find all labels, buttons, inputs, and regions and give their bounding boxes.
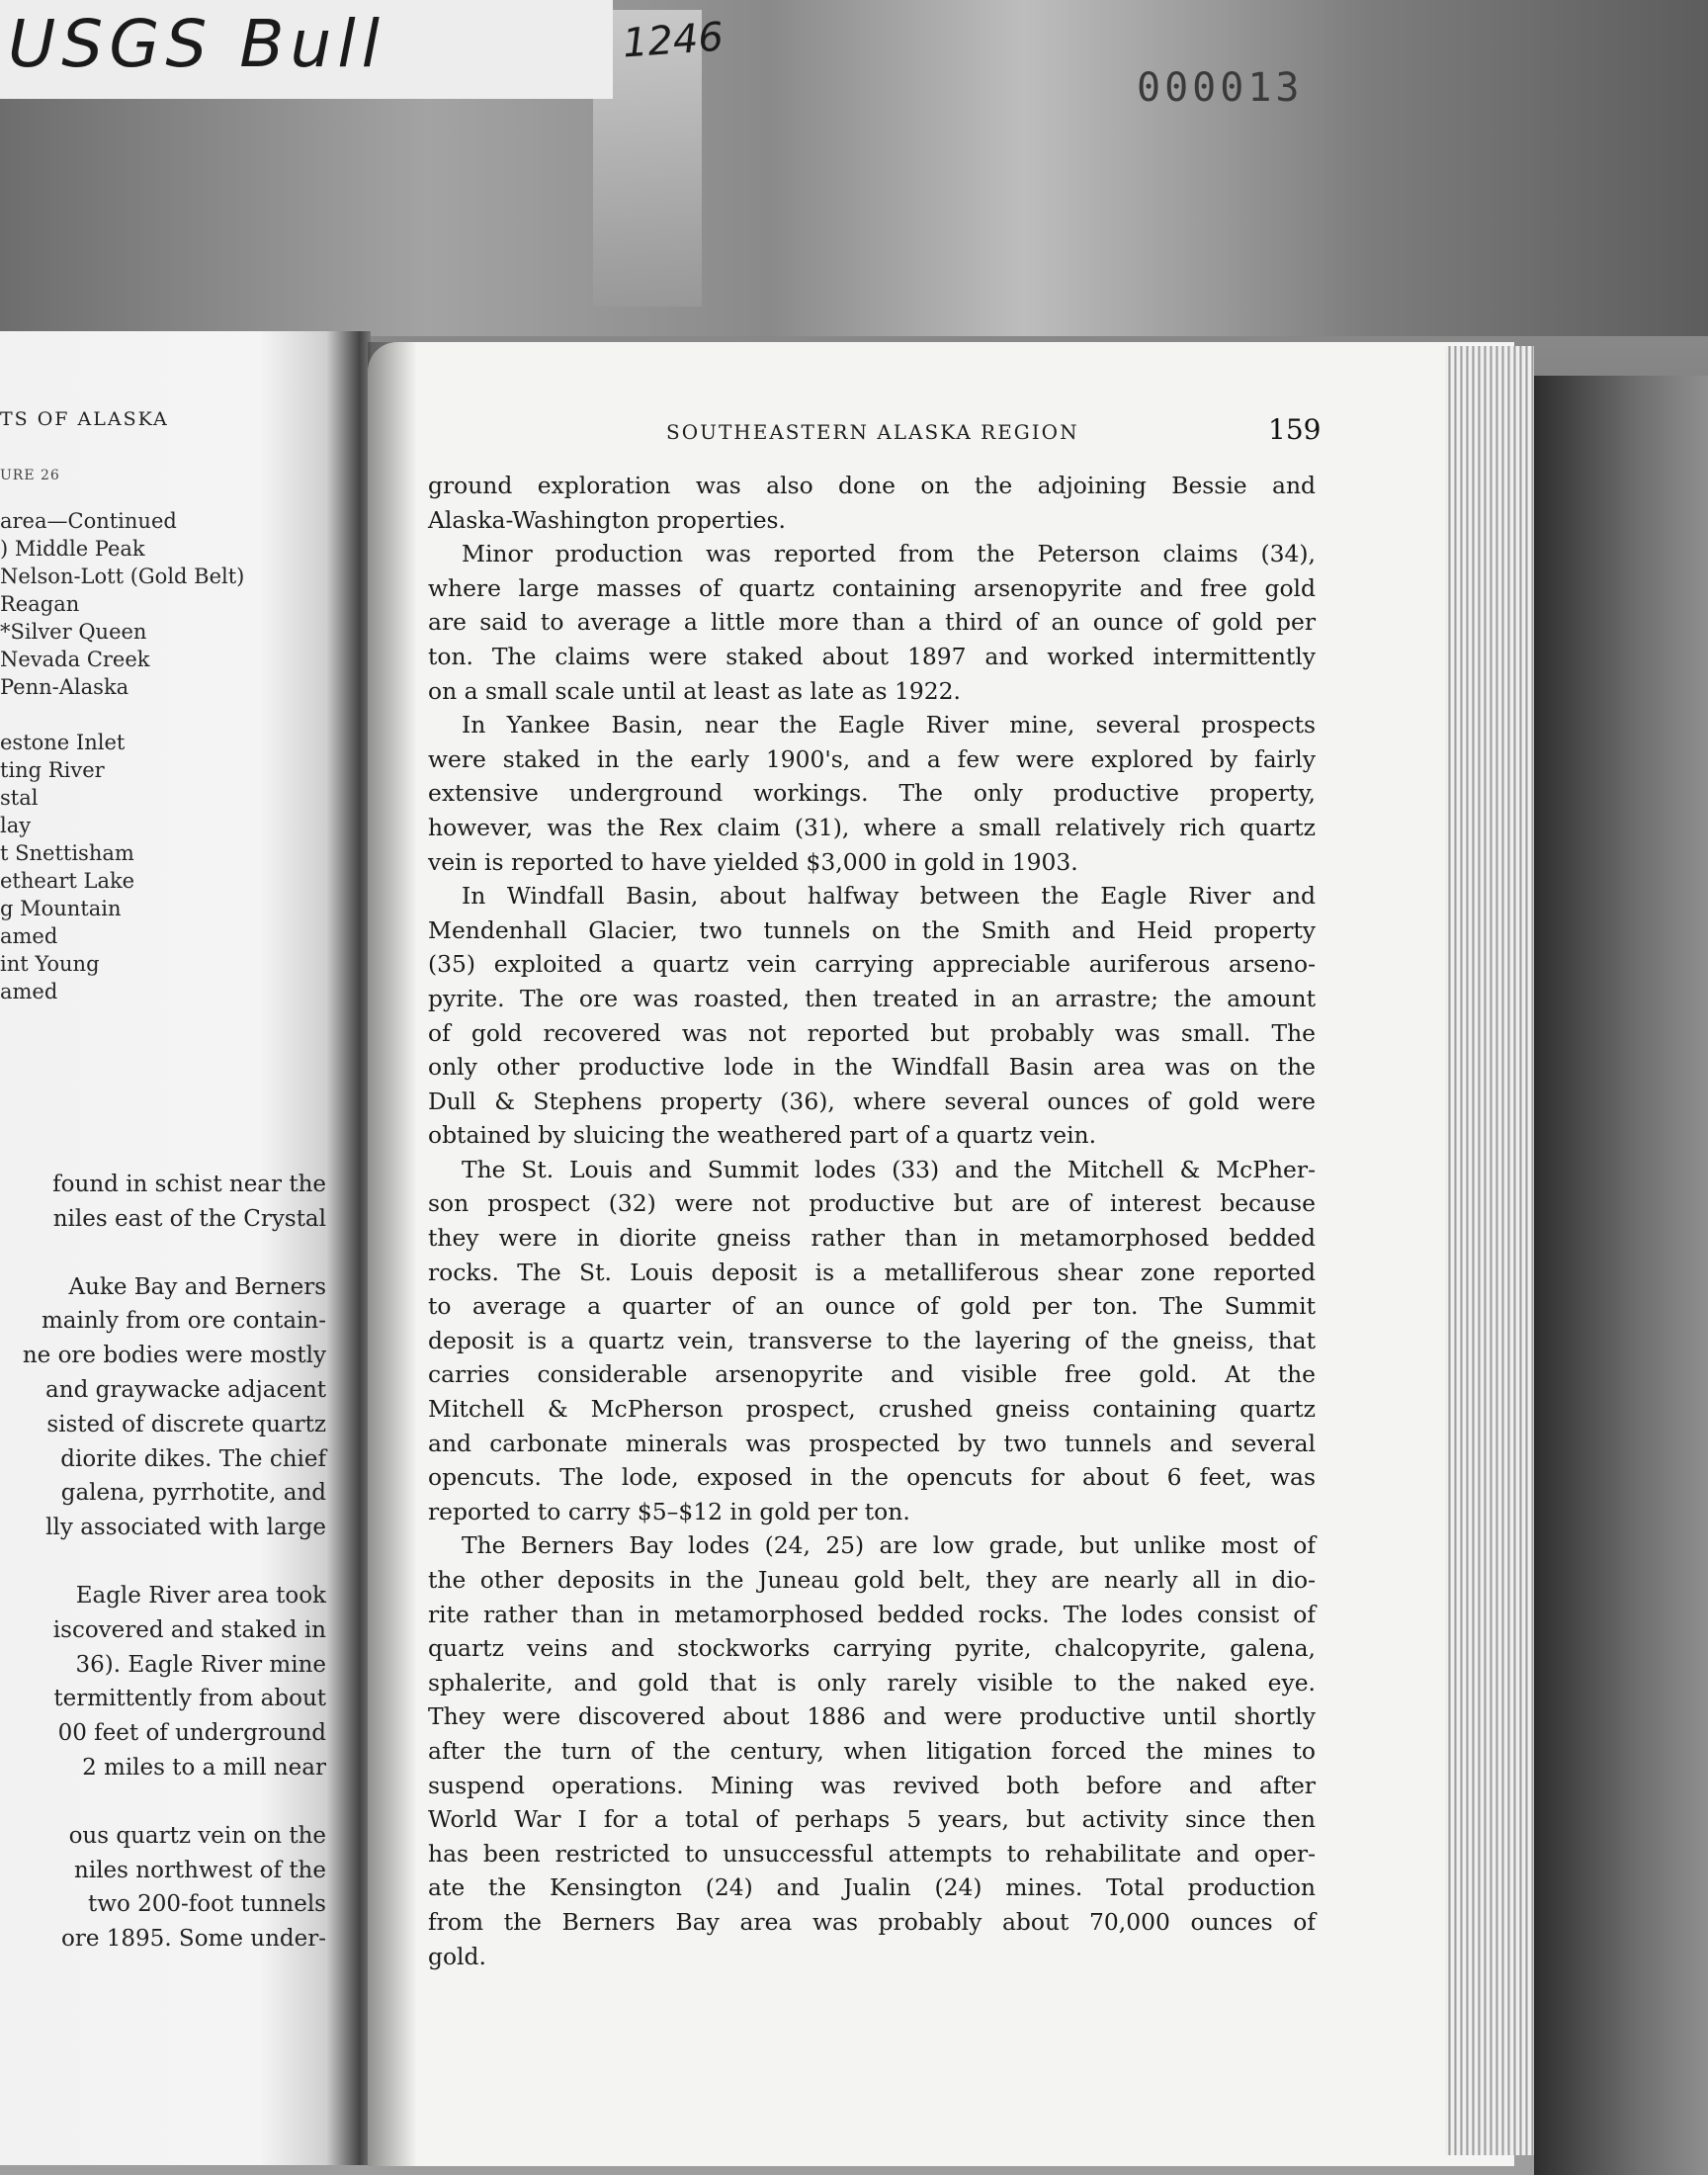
body-line: pyrite. The ore was roasted, then treated in an arrastre; the amount bbox=[428, 984, 1316, 1012]
body-paragraph bbox=[428, 879, 1316, 1153]
right-page-shadow bbox=[1534, 376, 1708, 2175]
left-list-item: lay bbox=[0, 814, 32, 837]
page-number: 159 bbox=[1268, 413, 1322, 446]
page-edges bbox=[1445, 346, 1534, 2155]
left-list-item: amed bbox=[0, 924, 58, 948]
body-line: son prospect (32) were not productive but are of interest because bbox=[428, 1189, 1316, 1218]
body-line: obtained by sluicing the weathered part of a quartz vein. bbox=[428, 1121, 1097, 1150]
body-line: from the Berners Bay area was probably about 70,000 ounces of bbox=[428, 1907, 1316, 1936]
left-list bbox=[0, 507, 244, 1005]
left-list-item: stal bbox=[0, 786, 39, 810]
body-line: Minor production was reported from the Peterson claims (34), bbox=[462, 540, 1316, 568]
body-line: In Yankee Basin, near the Eagle River mine, several prospects bbox=[462, 711, 1316, 740]
body-paragraph bbox=[428, 469, 1316, 537]
body-line: of gold recovered was not reported but probably was small. The bbox=[428, 1018, 1316, 1047]
left-list-item: amed bbox=[0, 980, 58, 1003]
left-list-item: area—Continued bbox=[0, 509, 177, 533]
body-line: The Berners Bay lodes (24, 25) are low grade, but unlike most of bbox=[462, 1531, 1316, 1560]
left-text-line: ous quartz vein on the bbox=[68, 1822, 326, 1849]
left-list-item: int Young bbox=[0, 952, 100, 976]
body-line: Mendenhall Glacier, two tunnels on the Smith and Heid property bbox=[428, 915, 1316, 944]
left-text-line: termittently from about bbox=[53, 1686, 326, 1712]
left-text-line: Auke Bay and Berners bbox=[68, 1273, 326, 1300]
body-line: are said to average a little more than a third of an ounce of gold per bbox=[428, 608, 1316, 637]
left-list-item: Reagan bbox=[0, 592, 80, 616]
left-text-line: lly associated with large bbox=[45, 1515, 326, 1541]
left-list-item: t Snettisham bbox=[0, 841, 134, 865]
body-paragraph bbox=[428, 1528, 1316, 1973]
body-line: In Windfall Basin, about halfway between the Eagle River and bbox=[462, 882, 1316, 911]
frame-number: 000013 bbox=[1137, 65, 1304, 111]
body-line: rite rather than in metamorphosed bedded rocks. The lodes consist of bbox=[428, 1600, 1316, 1628]
body-line: on a small scale until at least as late as 1922. bbox=[428, 676, 961, 705]
left-running-head: TS OF ALASKA bbox=[0, 408, 169, 430]
body-line: deposit is a quartz vein, transverse to the layering of the gneiss, that bbox=[428, 1326, 1316, 1354]
body-line: ground exploration was also done on the adjoining Bessie and bbox=[428, 472, 1316, 499]
body-line: Alaska-Washington properties. bbox=[428, 505, 786, 534]
body-line: reported to carry $5–$12 in gold per ton. bbox=[428, 1497, 910, 1525]
left-list-item: Nelson-Lott (Gold Belt) bbox=[0, 565, 245, 588]
left-paragraph bbox=[0, 1168, 326, 1237]
body-line: only other productive lode in the Windfall Basin area was on the bbox=[428, 1053, 1316, 1082]
left-paragraph bbox=[0, 1579, 326, 1785]
left-text-line: 2 miles to a mill near bbox=[82, 1754, 326, 1781]
label-paper bbox=[0, 0, 613, 99]
body-line: vein is reported to have yielded $3,000 in gold in 1903. bbox=[428, 847, 1078, 876]
left-text-line: niles east of the Crystal bbox=[52, 1205, 326, 1232]
left-text-line: 00 feet of underground bbox=[57, 1720, 326, 1747]
body-paragraph bbox=[428, 708, 1316, 879]
left-paragraph bbox=[0, 1270, 326, 1545]
left-list-item: Nevada Creek bbox=[0, 648, 150, 671]
handwritten-number: 1246 bbox=[621, 14, 726, 67]
body-line: opencuts. The lode, exposed in the opencuts for about 6 feet, was bbox=[428, 1463, 1316, 1492]
body-line: quartz veins and stockworks carrying pyrite, chalcopyrite, galena, bbox=[428, 1634, 1316, 1663]
left-list-item: *Silver Queen bbox=[0, 620, 147, 644]
gutter-shadow bbox=[368, 342, 417, 2166]
handwritten-series: USGS Bull bbox=[8, 6, 386, 82]
body-line: Mitchell & McPherson prospect, crushed gneiss containing quartz bbox=[428, 1395, 1316, 1424]
body-line: World War I for a total of perhaps 5 years, but activity since then bbox=[428, 1805, 1316, 1834]
body-line: after the turn of the century, when litigation forced the mines to bbox=[428, 1736, 1316, 1765]
body-line: where large masses of quartz containing arsenopyrite and free gold bbox=[428, 573, 1316, 602]
body-line: ton. The claims were staked about 1897 and worked intermittently bbox=[428, 642, 1316, 670]
left-text-line: diorite dikes. The chief bbox=[60, 1445, 326, 1472]
body-line: They were discovered about 1886 and were productive until shortly bbox=[428, 1702, 1316, 1731]
left-list-item bbox=[0, 701, 244, 729]
left-text-line: galena, pyrrhotite, and bbox=[60, 1480, 326, 1507]
body-text bbox=[428, 469, 1316, 1973]
left-text-line: ne ore bodies were mostly bbox=[22, 1343, 326, 1369]
body-line: were staked in the early 1900's, and a few were explored by fairly bbox=[428, 744, 1316, 773]
left-text bbox=[0, 1168, 326, 1990]
body-line: suspend operations. Mining was revived both before and after bbox=[428, 1771, 1316, 1799]
left-text-line: ore 1895. Some under- bbox=[61, 1926, 326, 1953]
body-line: The St. Louis and Summit lodes (33) and the Mitchell & McPher- bbox=[462, 1155, 1316, 1183]
body-line: rocks. The St. Louis deposit is a metalliferous shear zone reported bbox=[428, 1258, 1316, 1286]
left-figure-ref: URE 26 bbox=[0, 468, 60, 483]
body-line: has been restricted to unsuccessful attempts to rehabilitate and oper- bbox=[428, 1839, 1316, 1868]
running-head: SOUTHEASTERN ALASKA REGION bbox=[666, 420, 1079, 444]
body-line: however, was the Rex claim (31), where a small relatively rich quartz bbox=[428, 813, 1316, 841]
body-line: and carbonate minerals was prospected by two tunnels and several bbox=[428, 1429, 1316, 1457]
body-paragraph bbox=[428, 537, 1316, 708]
body-line: Dull & Stephens property (36), where several ounces of gold were bbox=[428, 1087, 1316, 1115]
left-text-line: and graywacke adjacent bbox=[45, 1376, 326, 1403]
body-paragraph bbox=[428, 1153, 1316, 1529]
body-line: (35) exploited a quartz vein carrying appreciable auriferous arseno- bbox=[428, 950, 1316, 979]
left-text-line: found in schist near the bbox=[52, 1172, 326, 1197]
left-text-line: Eagle River area took bbox=[75, 1582, 326, 1609]
left-paragraph bbox=[0, 1819, 326, 1957]
body-line: carries considerable arsenopyrite and visible free gold. At the bbox=[428, 1360, 1316, 1389]
left-list-item: estone Inlet bbox=[0, 731, 126, 754]
body-line: the other deposits in the Juneau gold belt, they are nearly all in dio- bbox=[428, 1566, 1316, 1594]
body-line: to average a quarter of an ounce of gold per ton. The Summit bbox=[428, 1292, 1316, 1321]
left-page bbox=[0, 331, 371, 2165]
body-line: sphalerite, and gold that is only rarely visible to the naked eye. bbox=[428, 1668, 1316, 1696]
left-text-line: mainly from ore contain- bbox=[41, 1308, 326, 1335]
left-list-item: g Mountain bbox=[0, 897, 122, 920]
left-text-line: niles northwest of the bbox=[74, 1857, 326, 1883]
body-line: extensive underground workings. The only productive property, bbox=[428, 779, 1316, 808]
left-list-item: ting River bbox=[0, 758, 105, 782]
left-text-line: iscovered and staked in bbox=[52, 1616, 326, 1643]
left-text-line: 36). Eagle River mine bbox=[75, 1651, 326, 1678]
left-text-line: sisted of discrete quartz bbox=[46, 1411, 326, 1437]
body-line: ate the Kensington (24) and Jualin (24) mines. Total production bbox=[428, 1873, 1316, 1902]
left-list-item: Penn-Alaska bbox=[0, 675, 129, 699]
left-list-item: etheart Lake bbox=[0, 869, 135, 893]
left-text-line: two 200-foot tunnels bbox=[88, 1891, 326, 1918]
left-list-item: ) Middle Peak bbox=[0, 537, 145, 561]
body-line: they were in diorite gneiss rather than in metamorphosed bedded bbox=[428, 1224, 1316, 1253]
body-line: gold. bbox=[428, 1942, 486, 1970]
